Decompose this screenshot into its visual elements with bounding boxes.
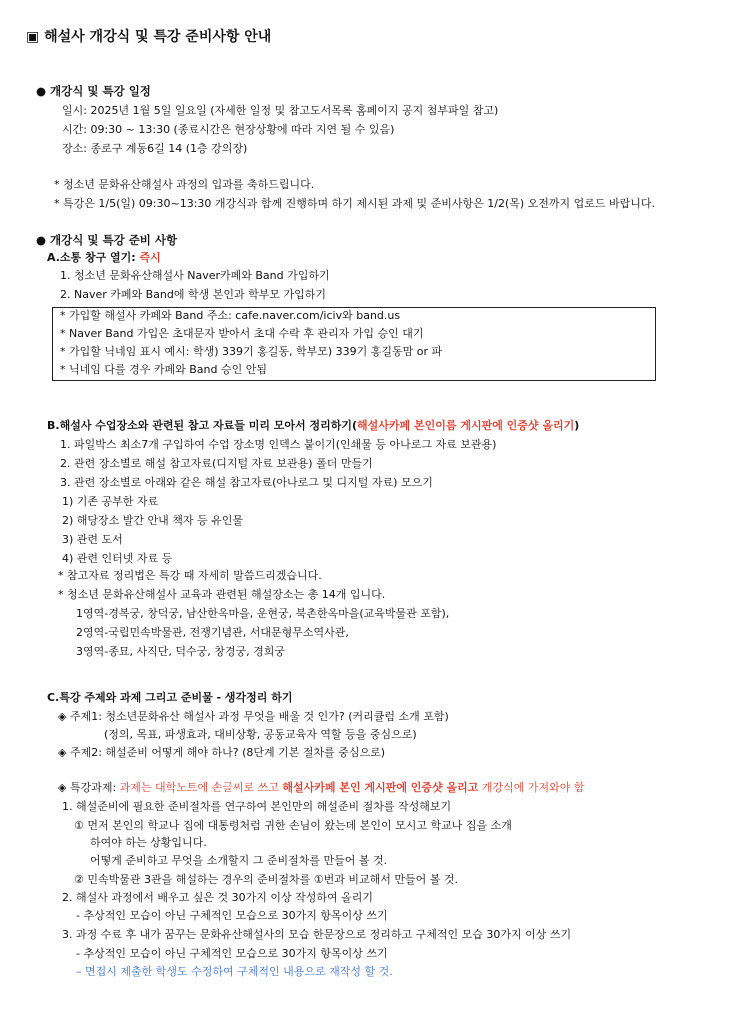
section-b-area-2: 2영역-국립민속박물관, 전쟁기념관, 서대문형무소역사관, [76, 626, 349, 639]
special-task-upload: 해설사카페 본인 게시판에 인증샷 올리고 [282, 781, 479, 794]
topic-1: ◈ 주제1: 청소년문화유산 해설사 과정 무엇을 배울 것 인가? (커리큘럼 소개 포함) [58, 710, 449, 723]
signup-info-line-2: * Naver Band 가입은 초대문자 받아서 초대 수락 후 관리자 가입 승인 대기 [60, 327, 424, 340]
section-b-note-2: * 청소년 문화유산해설사 교육과 관련된 해설장소는 총 14개 입니다. [58, 588, 386, 601]
topic-2: ◈ 주제2: 해설준비 어떻게 해야 하나? (8단계 기본 절차를 중심으로) [58, 746, 386, 759]
schedule-time: 시간: 09:30 ~ 13:30 (종료시간은 현장상황에 따라 지연 될 수 있음) [62, 123, 395, 136]
task-item-3: 3. 과정 수료 후 내가 꿈꾸는 문화유산해설사의 모습 한문장으로 정리하고 구체적인 모습 30가지 이상 쓰기 [62, 928, 572, 941]
section-b-sub-1: 1) 기존 공부한 자료 [62, 495, 159, 508]
schedule-note-deadline: * 특강은 1/5(일) 09:30~13:30 개강식과 함께 진행하며 하기 제시된 과제 및 준비사항은 1/2(목) 오전까지 업로드 바랍니다. [54, 197, 656, 210]
special-task-bring: 개강식에 가져와야 함 [478, 781, 585, 794]
task-item-1-a: ① 먼저 본인의 학교나 집에 대통령처럼 귀한 손님이 왔는데 본인이 모시고 학교나 집을 소개 [74, 819, 512, 832]
section-b-sub-3: 3) 관련 도서 [62, 533, 123, 546]
section-a-item-2: 2. Naver 카페와 Band에 학생 본인과 학부모 가입하기 [60, 288, 326, 301]
section-a-heading [47, 250, 161, 266]
task-item-1-a-cont-2: 어떻게 준비하고 무엇을 소개할지 그 준비절차를 만들어 볼 것. [90, 854, 388, 867]
schedule-date: 일시: 2025년 1월 5일 일요일 (자세한 일정 및 참고도서목록 홈페이지 공지 첨부파일 참고) [62, 104, 499, 117]
section-b-area-1: 1영역-경복궁, 창덕궁, 남산한옥마을, 운현궁, 북촌한옥마을(교육박물관 포함), [76, 607, 450, 620]
page-title: ▣ 해설사 개강식 및 특강 준비사항 안내 [26, 29, 272, 45]
section-b-sub-2: 2) 해당장소 발간 안내 책자 등 유인물 [62, 514, 244, 527]
schedule-note-congrats: * 청소년 문화유산해설사 과정의 입과를 축하드립니다. [54, 178, 315, 191]
section-c-heading: C.특강 주제와 과제 그리고 준비물 - 생각정리 하기 [47, 691, 293, 704]
section-b-heading-label: B.해설사 수업장소와 관련된 참고 자료들 미리 모아서 정리하기( [47, 419, 358, 432]
signup-info-line-3: * 가입할 닉네임 표시 예시: 학생) 339기 홍길동, 학부모) 339기 홍길동맘 or 파 [60, 345, 443, 358]
section-a-item-1: 1. 청소년 문화유산해설사 Naver카페와 Band 가입하기 [60, 269, 330, 282]
schedule-heading-text: ● 개강식 및 특강 일정 [36, 84, 151, 98]
section-b-heading-close: ) [574, 419, 580, 432]
special-task-label: ◈ 특강과제: [58, 781, 120, 794]
section-b-item-2: 2. 관련 장소별로 해설 참고자료(디지털 자료 보관용) 폴더 만들기 [60, 457, 373, 470]
prep-heading: ● 개강식 및 특강 준비 사항 [36, 233, 178, 247]
section-a-heading-label: A.소통 창구 열기: [47, 251, 140, 264]
task-item-2-note: - 추상적인 모습이 아닌 구체적인 모습으로 30가지 항목이상 쓰기 [76, 909, 388, 922]
task-item-1-a-cont: 하여야 하는 상황입니다. [90, 836, 207, 849]
task-item-3-note: - 추상적인 모습이 아닌 구체적인 모습으로 30가지 항목이상 쓰기 [76, 947, 388, 960]
section-b-sub-4: 4) 관련 인터넷 자료 등 [62, 552, 173, 565]
signup-info-line-1: * 가입할 해설사 카페와 Band 주소: cafe.naver.com/iciv와 band.us [60, 309, 401, 322]
special-task [58, 780, 585, 796]
section-b-heading-emphasis: 해설사카페 본인이름 게시판에 인증샷 올리기 [357, 419, 575, 432]
task-item-1-b: ② 민속박물관 3관을 해설하는 경우의 준비절차를 ①번과 비교해서 만들어 볼 것. [74, 873, 458, 886]
section-b-item-3: 3. 관련 장소별로 아래와 같은 해설 참고자료(아나로그 및 디지털 자료) 모으기 [60, 476, 433, 489]
special-task-instruction: 과제는 대학노트에 손글씨로 쓰고 [119, 781, 283, 794]
section-b-area-3: 3영역-종묘, 사직단, 덕수궁, 창경궁, 경희궁 [76, 645, 285, 658]
task-item-1: 1. 해설준비에 필요한 준비절차를 연구하여 본인만의 해설준비 절차를 작성해보기 [62, 800, 452, 813]
section-a-heading-emphasis: 즉시 [139, 251, 161, 264]
task-final-note: – 면접시 제출한 학생도 수정하여 구체적인 내용으로 재작성 할 것. [76, 965, 393, 978]
signup-info-line-4: * 닉네임 다를 경우 카페와 Band 승인 안됨 [60, 363, 267, 376]
task-item-2: 2. 해설사 과정에서 배우고 싶은 것 30가지 이상 작성하여 올리기 [62, 891, 373, 904]
section-b-heading [47, 418, 579, 434]
section-b-note-1: * 참고자료 정리법은 특강 때 자세히 말씀드리겠습니다. [58, 569, 322, 582]
topic-1-detail: (정의, 목표, 파생효과, 대비상황, 공동교육자 역할 등을 중심으로) [104, 728, 417, 741]
schedule-place: 장소: 종로구 계동6길 14 (1층 강의장) [62, 142, 248, 155]
section-b-item-1: 1. 파일박스 최소7개 구입하여 수업 장소명 인덱스 붙이기(인쇄물 등 아나로그 자료 보관용) [60, 438, 497, 451]
